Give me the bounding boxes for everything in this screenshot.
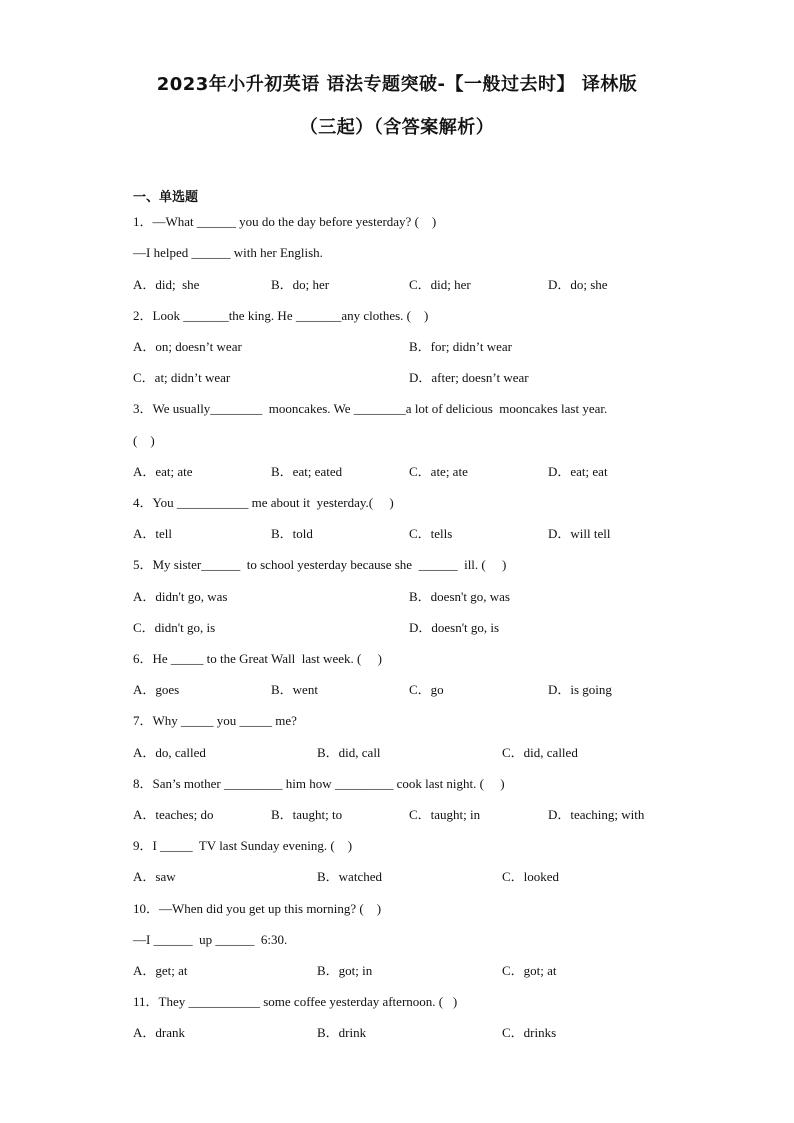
question-9-option-a: A．saw	[133, 869, 176, 884]
question-2-stem: 2．Look _______the king. He _______any clothes. ( )	[133, 308, 429, 323]
question-11-option-c: C．drinks	[502, 1025, 557, 1040]
section-heading: 一、单选题	[133, 190, 199, 205]
question-1-option-d: D．do; she	[548, 277, 608, 292]
question-8-option-b: B．taught; to	[271, 807, 343, 822]
question-5-option-a: A．didn't go, was	[133, 589, 228, 604]
question-6-option-d: D．is going	[548, 682, 612, 697]
question-3-option-d: D．eat; eat	[548, 464, 608, 479]
document-title-line-1: 2023年小升初英语 语法专题突破-【一般过去时】 译林版	[156, 74, 638, 95]
question-11-stem: 11．They ___________ some coffee yesterday afternoon. ( )	[133, 994, 458, 1009]
question-8-option-a: A．teaches; do	[133, 807, 214, 822]
question-10-option-c: C．got; at	[502, 963, 557, 978]
question-3-stem: 3．We usually________ mooncakes. We ________a lot of delicious mooncakes last year.	[133, 401, 608, 416]
question-5-option-d: D．doesn't go, is	[409, 620, 500, 635]
question-2-option-d: D．after; doesn’t wear	[409, 370, 529, 385]
question-3-option-a: A．eat; ate	[133, 464, 193, 479]
question-7-option-c: C．did, called	[502, 745, 578, 760]
question-7-stem: 7．Why _____ you _____ me?	[133, 713, 297, 728]
question-3-option-c: C．ate; ate	[409, 464, 468, 479]
question-7-option-b: B．did, call	[317, 745, 381, 760]
question-4-option-c: C．tells	[409, 526, 453, 541]
question-3-paren: ( )	[133, 433, 155, 448]
question-5-option-c: C．didn't go, is	[133, 620, 216, 635]
question-8-stem: 8．San’s mother _________ him how _________ cook last night. ( )	[133, 776, 505, 791]
question-6-option-b: B．went	[271, 682, 318, 697]
question-1-option-b: B．do; her	[271, 277, 330, 292]
question-8-option-d: D．teaching; with	[548, 807, 645, 822]
question-1-option-c: C．did; her	[409, 277, 471, 292]
question-6-stem: 6．He _____ to the Great Wall last week. ( )	[133, 651, 382, 666]
question-2-option-b: B．for; didn’t wear	[409, 339, 513, 354]
question-11-option-a: A．drank	[133, 1025, 185, 1040]
question-3-option-b: B．eat; eated	[271, 464, 343, 479]
question-4-stem: 4．You ___________ me about it yesterday.( )	[133, 495, 394, 510]
question-5-option-b: B．doesn't go, was	[409, 589, 510, 604]
question-10-option-b: B．got; in	[317, 963, 373, 978]
question-4-option-a: A．tell	[133, 526, 172, 541]
question-6-option-a: A．goes	[133, 682, 180, 697]
question-5-stem: 5．My sister______ to school yesterday because she ______ ill. ( )	[133, 557, 507, 572]
question-10-reply: —I ______ up ______ 6:30.	[133, 932, 288, 947]
question-9-option-b: B．watched	[317, 869, 382, 884]
question-2-option-a: A．on; doesn’t wear	[133, 339, 242, 354]
question-1-reply: —I helped ______ with her English.	[133, 245, 323, 260]
document-title-line-2: （三起）（含答案解析）	[299, 117, 495, 138]
question-9-stem: 9．I _____ TV last Sunday evening. ( )	[133, 838, 353, 853]
question-11-option-b: B．drink	[317, 1025, 367, 1040]
question-1-stem: 1．—What ______ you do the day before yesterday? ( )	[133, 214, 437, 229]
question-7-option-a: A．do, called	[133, 745, 206, 760]
question-2-option-c: C．at; didn’t wear	[133, 370, 231, 385]
question-9-option-c: C．looked	[502, 869, 560, 884]
question-10-option-a: A．get; at	[133, 963, 188, 978]
question-10-stem: 10．—When did you get up this morning? ( )	[133, 901, 382, 916]
question-8-option-c: C．taught; in	[409, 807, 481, 822]
question-4-option-b: B．told	[271, 526, 313, 541]
question-4-option-d: D．will tell	[548, 526, 611, 541]
question-6-option-c: C．go	[409, 682, 444, 697]
question-1-option-a: A．did; she	[133, 277, 200, 292]
